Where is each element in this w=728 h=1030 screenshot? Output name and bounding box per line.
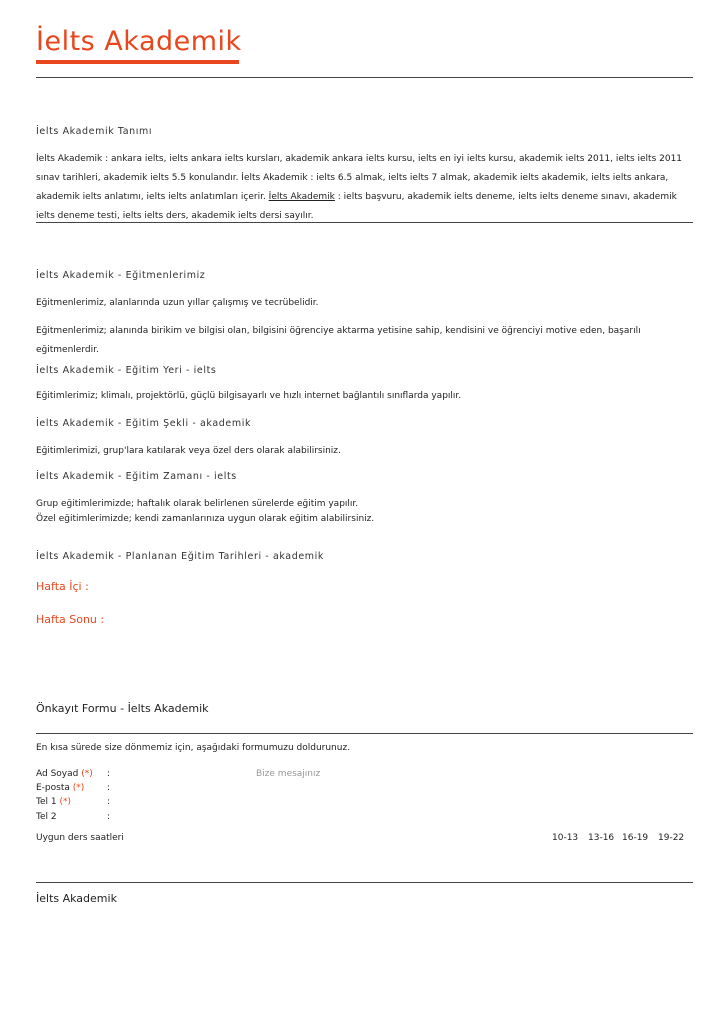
hours-label: Uygun ders saatleri [36, 833, 124, 843]
divider [36, 882, 693, 883]
hours-option-16-19[interactable]: 16-19 [622, 833, 649, 843]
phone2-label: Tel 2 [36, 812, 57, 822]
name-label: Ad Soyad (*) [36, 769, 93, 779]
location-text: Eğitimlerimiz; klimalı, projektörlü, güçlü bilgisayarlı ve hızlı internet bağlantılı sınıflarda yapılır. [36, 391, 462, 401]
definition-paragraph [36, 150, 696, 226]
name-colon: : [107, 769, 111, 779]
phone2-colon: : [107, 812, 111, 822]
section-heading-format: İelts Akademik - Eğitim Şekli - akademik [36, 418, 252, 429]
email-label: E-posta (*) [36, 783, 85, 793]
weekend-label: Hafta Sonu : [36, 613, 105, 626]
instructors-text-2: Eğitmenlerimiz; alanında birikim ve bilgisi olan, bilgisini öğrenciye aktarma yetisine sahip, kendisini ve öğrenciyi motive eden, başarılı eğitmenlerdir. [36, 326, 641, 355]
section-heading-definition: İelts Akademik Tanımı [36, 126, 153, 137]
title-underline [36, 60, 239, 64]
section-heading-location: İelts Akademik - Eğitim Yeri - ielts [36, 365, 217, 376]
phone1-label: Tel 1 (*) [36, 797, 71, 807]
section-heading-time: İelts Akademik - Eğitim Zamanı - ielts [36, 471, 237, 482]
hours-option-10-13[interactable]: 10-13 [552, 833, 579, 843]
time-text-1: Grup eğitimlerimizde; haftalık olarak belirlenen sürelerde eğitim yapılır. [36, 499, 359, 509]
phone1-colon: : [107, 797, 111, 807]
form-title: Önkayıt Formu - İelts Akademik [36, 702, 209, 715]
weekday-label: Hafta İçi : [36, 580, 89, 593]
ielts-akademik-link[interactable]: İelts Akademik [268, 192, 335, 202]
definition-text-cont: : ielts başvuru, akademik ielts deneme, ielts ielts deneme sınavı, akademik ielts deneme testi, ielts ielts ders, akademik ielts dersi sayılır. [36, 192, 677, 221]
divider [36, 733, 693, 734]
format-text: Eğitimlerimizi, grup'lara katılarak veya özel ders olarak alabilirsiniz. [36, 446, 341, 456]
divider [36, 222, 693, 223]
instructors-text-1: Eğitmenlerimiz, alanlarında uzun yıllar çalışmış ve tecrübelidir. [36, 298, 319, 308]
definition-text: İelts Akademik : ankara ielts, ielts ankara ielts kursları, akademik ankara ielts kursu, ielts en iyi ielts kursu, akademik ielts 2011, ielts ielts 2011 sınav tarihleri, akademik ielts 5.5 konulandır. İelts Akademik : ielts 6.5 almak, ielts ielts 7 almak, akademik ielts akademik, ielts ielts ankara, akademik ielts anlatımı, ielts ielts anlatımları içerir. [36, 154, 683, 202]
site-title: İelts Akademik [36, 26, 242, 57]
hours-option-13-16[interactable]: 13-16 [588, 833, 615, 843]
footer-title: İelts Akademik [36, 892, 117, 905]
divider [36, 77, 693, 78]
time-text-2: Özel eğitimlerimizde; kendi zamanlarınıza uygun olarak eğitim alabilirsiniz. [36, 514, 375, 524]
section-heading-instructors: İelts Akademik - Eğitmenlerimiz [36, 270, 206, 281]
email-colon: : [107, 783, 111, 793]
section-heading-dates: İelts Akademik - Planlanan Eğitim Tarihleri - akademik [36, 551, 324, 562]
message-textarea[interactable]: Bize mesajınız [256, 769, 321, 779]
form-intro: En kısa sürede size dönmemiz için, aşağıdaki formumuzu doldurunuz. [36, 743, 351, 753]
hours-option-19-22[interactable]: 19-22 [658, 833, 685, 843]
